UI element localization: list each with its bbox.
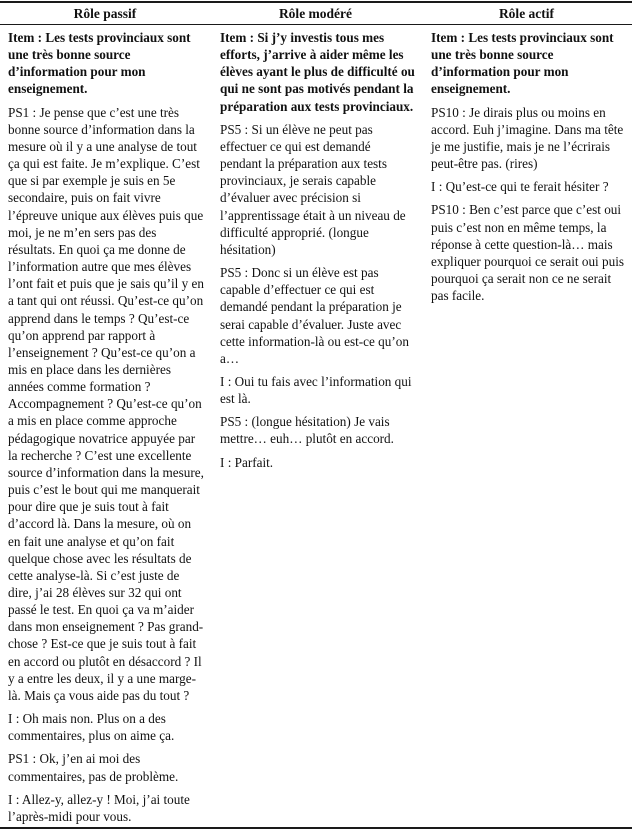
passive-paragraph: I : Oh mais non. Plus on a des commentaires, plus on aime ça. bbox=[8, 711, 175, 744]
column-passive-role bbox=[0, 25, 210, 831]
active-item-statement: Item : Les tests provinciaux sont une très bonne source d’information pour mon enseignement. bbox=[431, 30, 614, 97]
passive-paragraph: I : Allez-y, allez-y ! Moi, j’ai toute l’après-midi pour vous. bbox=[8, 791, 190, 824]
active-paragraph: PS10 : Ben c’est parce que c’est oui puis c’est non en même temps, la réponse à cette question-là… mais expliquer pourquoi ce serait oui puis pourquoi ça serait non ce ne serait pas facile. bbox=[431, 202, 625, 304]
table-body-row bbox=[0, 25, 632, 827]
moderate-paragraph: PS5 : Donc si un élève est pas capable d’effectuer ce qui est demandé pendant la préparation je serai capable d’évaluer. Juste avec cette information-là ou est-ce qu’on a… bbox=[220, 265, 409, 366]
header-moderate-role: Rôle modéré bbox=[278, 6, 353, 21]
table-bottom-rule bbox=[0, 827, 632, 829]
header-active-role: Rôle actif bbox=[498, 6, 555, 21]
column-active-role bbox=[421, 25, 632, 831]
column-moderate-role bbox=[210, 25, 421, 831]
active-paragraph: PS10 : Je dirais plus ou moins en accord. Euh j’imagine. Dans ma tête je me justifie, mais je ne l’écrirais peut-être pas. (rires) bbox=[431, 104, 624, 172]
table-header-row bbox=[0, 3, 632, 24]
moderate-paragraph: I : Oui tu fais avec l’information qui est là. bbox=[220, 373, 412, 407]
moderate-item-statement: Item : Si j’y investis tous mes efforts, j’arrive à aider même les élèves ayant le plus de difficulté ou qui ne sont pas motivés pendant la préparation aux tests provinciaux. bbox=[220, 30, 415, 114]
passive-paragraph: PS1 : Ok, j’en ai moi des commentaires, pas de problème. bbox=[8, 751, 179, 784]
moderate-paragraph: I : Parfait. bbox=[220, 454, 274, 470]
passive-paragraph: PS1 : Je pense que c’est une très bonne source d’information dans la mesure où il y a une analyse de tout ça qui est faite. Je m’explique. C’est que si par exemple je suis en 5e secondaire, puis on fait vivre l’épreuve unique aux élèves puis que moi, je ne m’en sers pas des résultats. En quoi ça me donne de l’information autre que mes élèves l’ont fait et puis que je sais qu’il y en a tant qui ont réussi. Qu’est-ce qu’on apprend dans le temps ? Qu’est-ce qu’on apprend par rapport à l’enseignement ? Qu’est-ce qu’on a mis en place dans les dernières années comme formation ? Accompagnement ? Qu’est-ce qu’on a mis en place comme approche pédagogique novatrice appuyée par la recherche ? C’est une excellente source d’information dans la mesure, puis c’est le bout qui me manquerait pour dire que je suis tout à fait d’accord là. Dans la mesure, où on en fait une analyse et qu’on fait quelque chose avec les résultats de cette analyse-là. Si c’est juste de dire, j’ai 28 élèves sur 32 qui ont passé le test. En quoi ça va m’aider dans mon enseignement ? Pas grand-chose ? Est-ce que je suis tout à fait en accord ou plutôt en désaccord ? Il y a entre les deux, il y a une marge-là. Mais ça vous aide pas du tout ? bbox=[8, 104, 204, 703]
moderate-paragraph: PS5 : (longue hésitation) Je vais mettre… euh… plutôt en accord. bbox=[220, 414, 394, 447]
header-passive-role: Rôle passif bbox=[73, 6, 137, 21]
passive-item-statement: Item : Les tests provinciaux sont une très bonne source d’information pour mon enseignement. bbox=[8, 30, 191, 97]
moderate-paragraph: PS5 : Si un élève ne peut pas effectuer ce qui est demandé pendant la préparation aux tests provinciaux, je serais capable d’évaluer avec précision si l’apprentissage était à un niveau de difficulté approprié. (longue hésitation) bbox=[220, 121, 406, 257]
active-paragraph: I : Qu’est-ce qui te ferait hésiter ? bbox=[431, 179, 609, 195]
